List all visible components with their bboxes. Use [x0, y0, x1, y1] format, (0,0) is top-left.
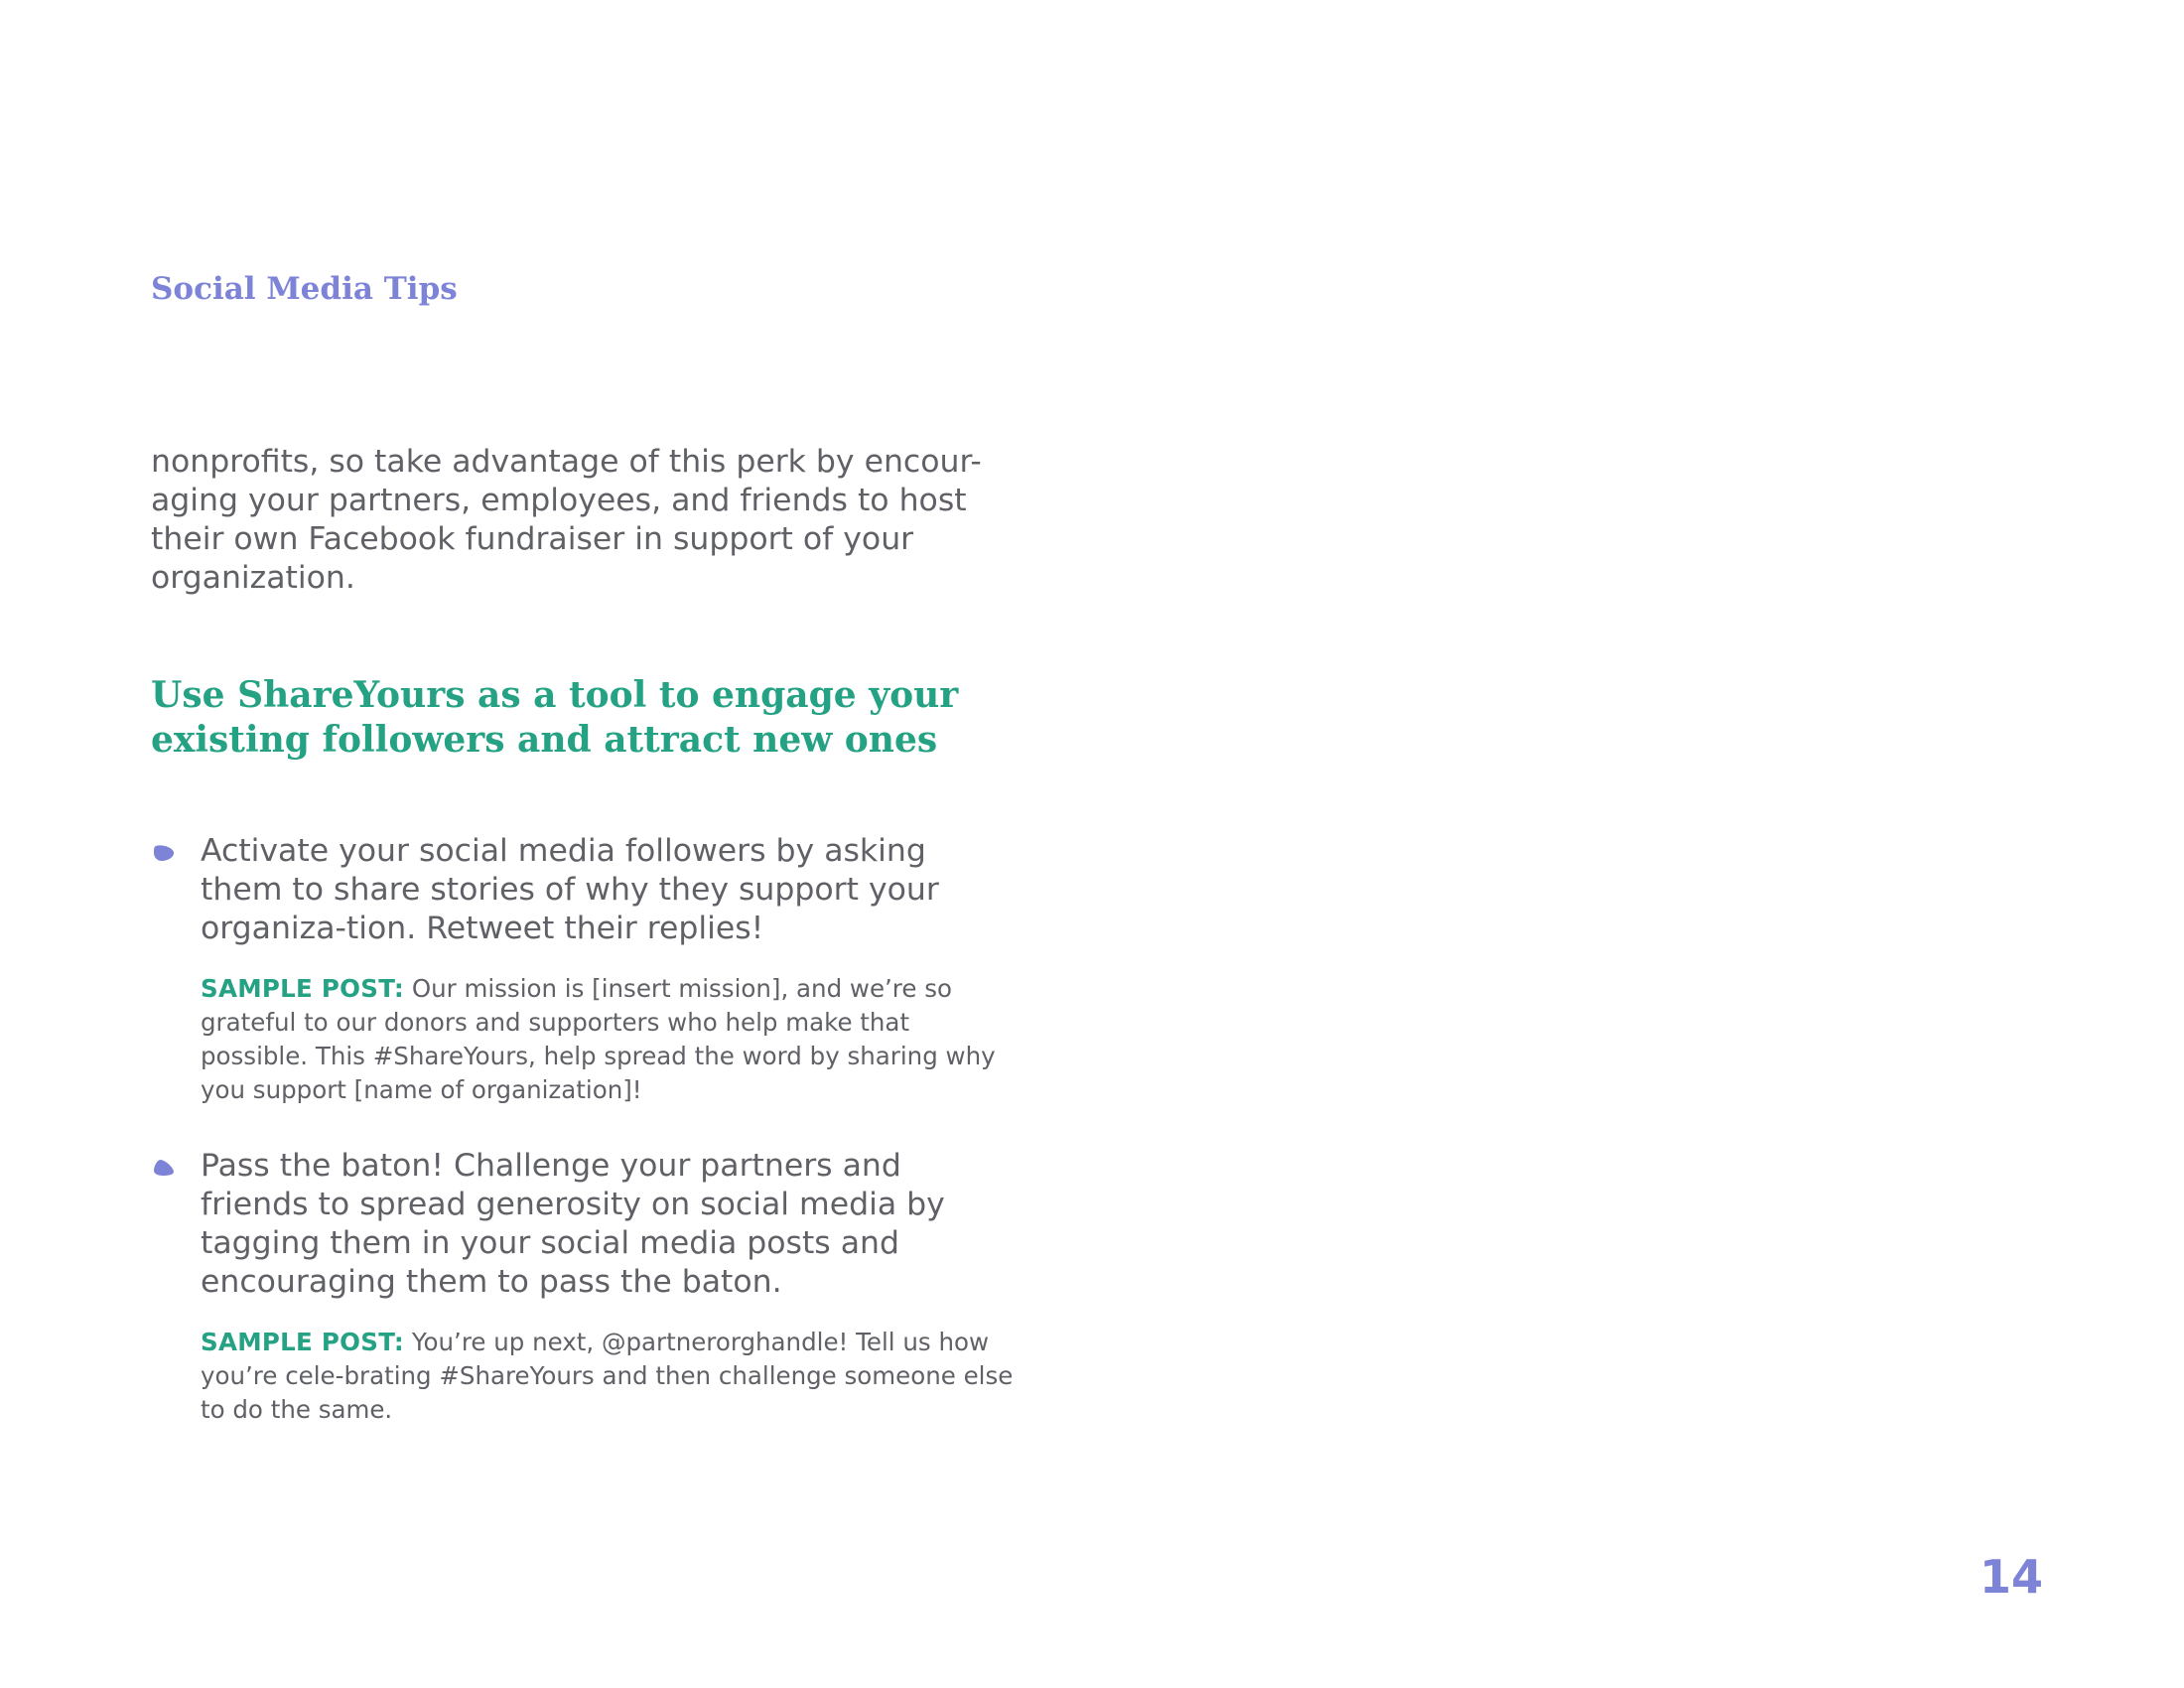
bullet-text: Pass the baton! Challenge your partners and friends to spread generosity on social media by tagging them in your social media posts and encouraging them to pass the baton.	[201, 1148, 945, 1300]
blob-bullet-icon	[153, 1159, 175, 1177]
section-heading: Use ShareYours as a tool to engage your existing followers and attract new ones	[151, 674, 959, 761]
sample-post	[201, 1326, 1015, 1427]
sample-post-label: SAMPLE POST:	[201, 974, 405, 1003]
sample-post-text: Our mission is [insert mission], and we’re so grateful to our donors and supporters who help make that possible. This #ShareYours, help spread the word by sharing why you support [name of organization]!	[201, 974, 996, 1104]
blob-bullet-icon	[153, 844, 175, 862]
intro-paragraph: nonprofits, so take advantage of this perk by encour-aging your partners, employees, and friends to host their own Facebook fundraiser in support of your organization.	[151, 444, 982, 596]
sample-post-label: SAMPLE POST:	[201, 1328, 405, 1356]
bullet-text: Activate your social media followers by asking them to share stories of why they support your organiza-tion. Retweet their replies!	[201, 833, 939, 946]
section-label: Social Media Tips	[151, 271, 458, 307]
page-number: 14	[1979, 1550, 2043, 1604]
sample-post-text: You’re up next, @partnerorghandle! Tell us how you’re cele-brating #ShareYours and then challenge someone else to do the same.	[201, 1328, 1014, 1424]
sample-post	[201, 972, 1015, 1107]
list-item	[151, 1147, 1015, 1427]
list-item	[151, 832, 1015, 1107]
tips-list	[151, 832, 1015, 1427]
